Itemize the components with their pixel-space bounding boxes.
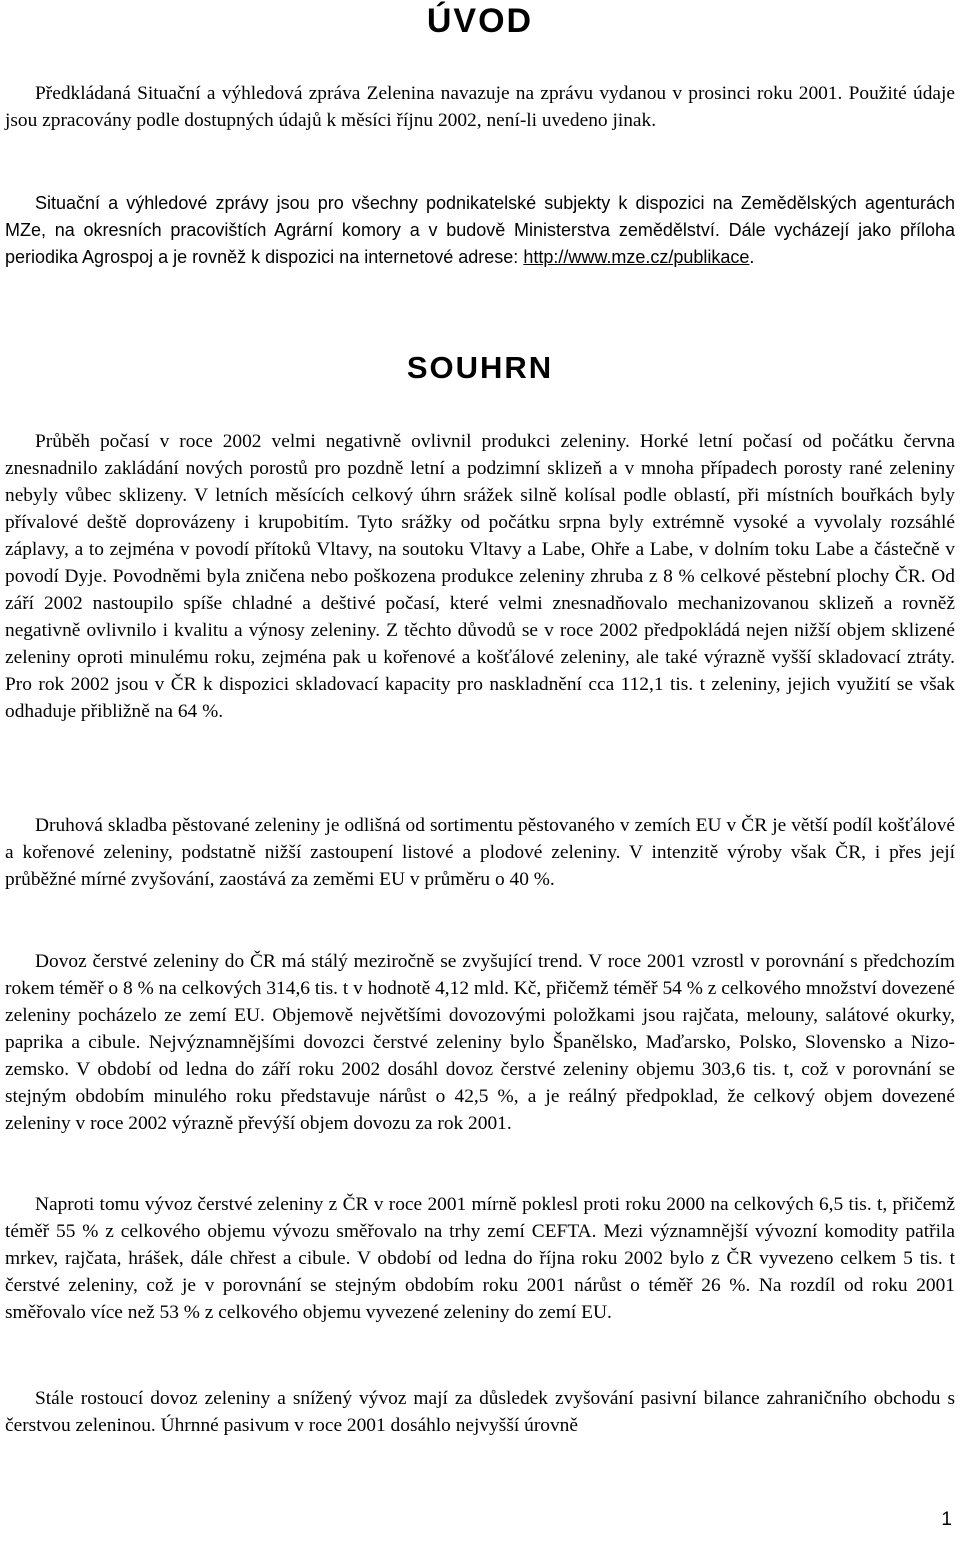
uvod-paragraph-2 xyxy=(5,190,955,271)
souhrn-paragraph-1: Průběh počasí v roce 2002 velmi negativně ovlivnil produkci zeleniny. Horké letní počasí od počátku června znesnadnilo zakládání nových porostů pro pozdně letní a podzimní sklizeň a v mnoha případech porosty rané zeleniny nebyly vůbec sklizeny. V letních měsících celkový úhrn srážek silně kolísal podle oblastí, při místních bouřkách byly přívalové deště doprovázeny i krupobitím. Tyto srážky od počátku srpna byly extrémně vysoké a vyvolaly rozsáhlé záplavy, a to zejména v povodí přítoků Vltavy, na soutoku Vltavy a Labe, Ohře a Labe, v dolním toku Labe a částečně v povodí Dyje. Povodněmi byla zničena nebo poškozena produkce zeleniny zhruba z 8 % celkové pěstební plochy ČR. Od září 2002 nastoupilo spíše chladné a deštivé počasí, které velmi znesnadňovalo mechanizovanou sklizeň a rovněž negativně ovlivnilo i kvalitu a výnosy zeleniny. Z těchto důvodů se v roce 2002 předpokládá nejen nižší objem sklizené zeleniny oproti minulému roku, zejména pak u kořenové a košťálové zeleniny, ale také výrazně vyšší skladovací ztráty. Pro rok 2002 jsou v ČR k dispozici skladovací kapacity pro naskladnění cca 112,1 tis. t zeleniny, jejich využití se však odhaduje přibližně na 64 %. xyxy=(5,431,955,722)
publications-link[interactable]: http://www.mze.cz/publikace xyxy=(523,247,750,267)
page-number: 1 xyxy=(941,1509,952,1530)
uvod-paragraph-2-text: Situační a výhledové zprávy jsou pro všechny podnikatelské subjekty k dispozici na Zemědělských agenturách MZe, na okresních pracovištích Agrární komory a v budově Ministerstva zemědělství. Dále vycházejí jako příloha periodika Agrospoj a je rovněž k dispozici na internetové adrese: xyxy=(5,193,955,267)
souhrn-paragraph-3: Dovoz čerstvé zeleniny do ČR má stálý meziročně se zvyšující trend. V roce 2001 vzrostl v porovnání s předchozím rokem téměř o 8 % na celkových 314,6 tis. t v hodnotě 4,12 mld. Kč, přičemž téměř 54 % z celkového množství dovezené zeleniny pocházelo ze zemí EU. Objemově největšími dovozovými položkami jsou rajčata, melouny, salátové okurky, paprika a cibule. Nejvýznamnějšími dovozci čerstvé zeleniny bylo Španělsko, Maďarsko, Polsko, Slovensko a Nizo-zemsko. V období od ledna do září roku 2002 dosáhl dovoz čerstvé zeleniny objemu 303,6 tis. t, což v porovnání se stejným obdobím minulého roku představuje nárůst o 42,5 %, a je reálný předpoklad, že celkový objem dovezené zeleniny v roce 2002 výrazně převýší objem dovozu za rok 2001. xyxy=(5,951,955,1134)
link-suffix: . xyxy=(749,247,755,267)
souhrn-paragraph-2: Druhová skladba pěstované zeleniny je odlišná od sortimentu pěstovaného v zemích EU v ČR je větší podíl košťálové a kořenové zeleniny, podstatně nižší zastoupení listové a plodové zeleniny. V intenzitě výroby však ČR, i přes její průběžné mírné zvyšování, zaostává za zeměmi EU v průměru o 40 %. xyxy=(5,815,955,890)
souhrn-paragraph-4: Naproti tomu vývoz čerstvé zeleniny z ČR v roce 2001 mírně poklesl proti roku 2000 na celkových 6,5 tis. t, přičemž téměř 55 % z celkového objemu vývozu směřovalo na trhy zemí CEFTA. Mezi významnější vývozní komodity patřila mrkev, rajčata, hrášek, dále chřest a cibule. V období od ledna do října roku 2002 bylo z ČR vyvezeno celkem 5 tis. t čerstvé zeleniny, což je v porovnání se stejným obdobím roku 2001 nárůst o téměř 26 %. Na rozdíl od roku 2001 směřovalo více než 53 % z celkového objemu vyvezené zeleniny do zemí EU. xyxy=(5,1194,955,1323)
heading-uvod: ÚVOD xyxy=(426,2,534,40)
uvod-paragraph-1: Předkládaná Situační a výhledová zpráva Zelenina navazuje na zprávu vydanou v prosinci roku 2001. Použité údaje jsou zpracovány podle dostupných údajů k měsíci říjnu 2002, není-li uvedeno jinak. xyxy=(5,83,955,131)
heading-souhrn: SOUHRN xyxy=(406,350,554,385)
souhrn-paragraph-5: Stále rostoucí dovoz zeleniny a snížený vývoz mají za důsledek zvyšování pasivní bilance zahraničního obchodu s čerstvou zeleninou. Úhrnné pasivum v roce 2001 dosáhlo nejvyšší úrovně xyxy=(5,1388,955,1436)
